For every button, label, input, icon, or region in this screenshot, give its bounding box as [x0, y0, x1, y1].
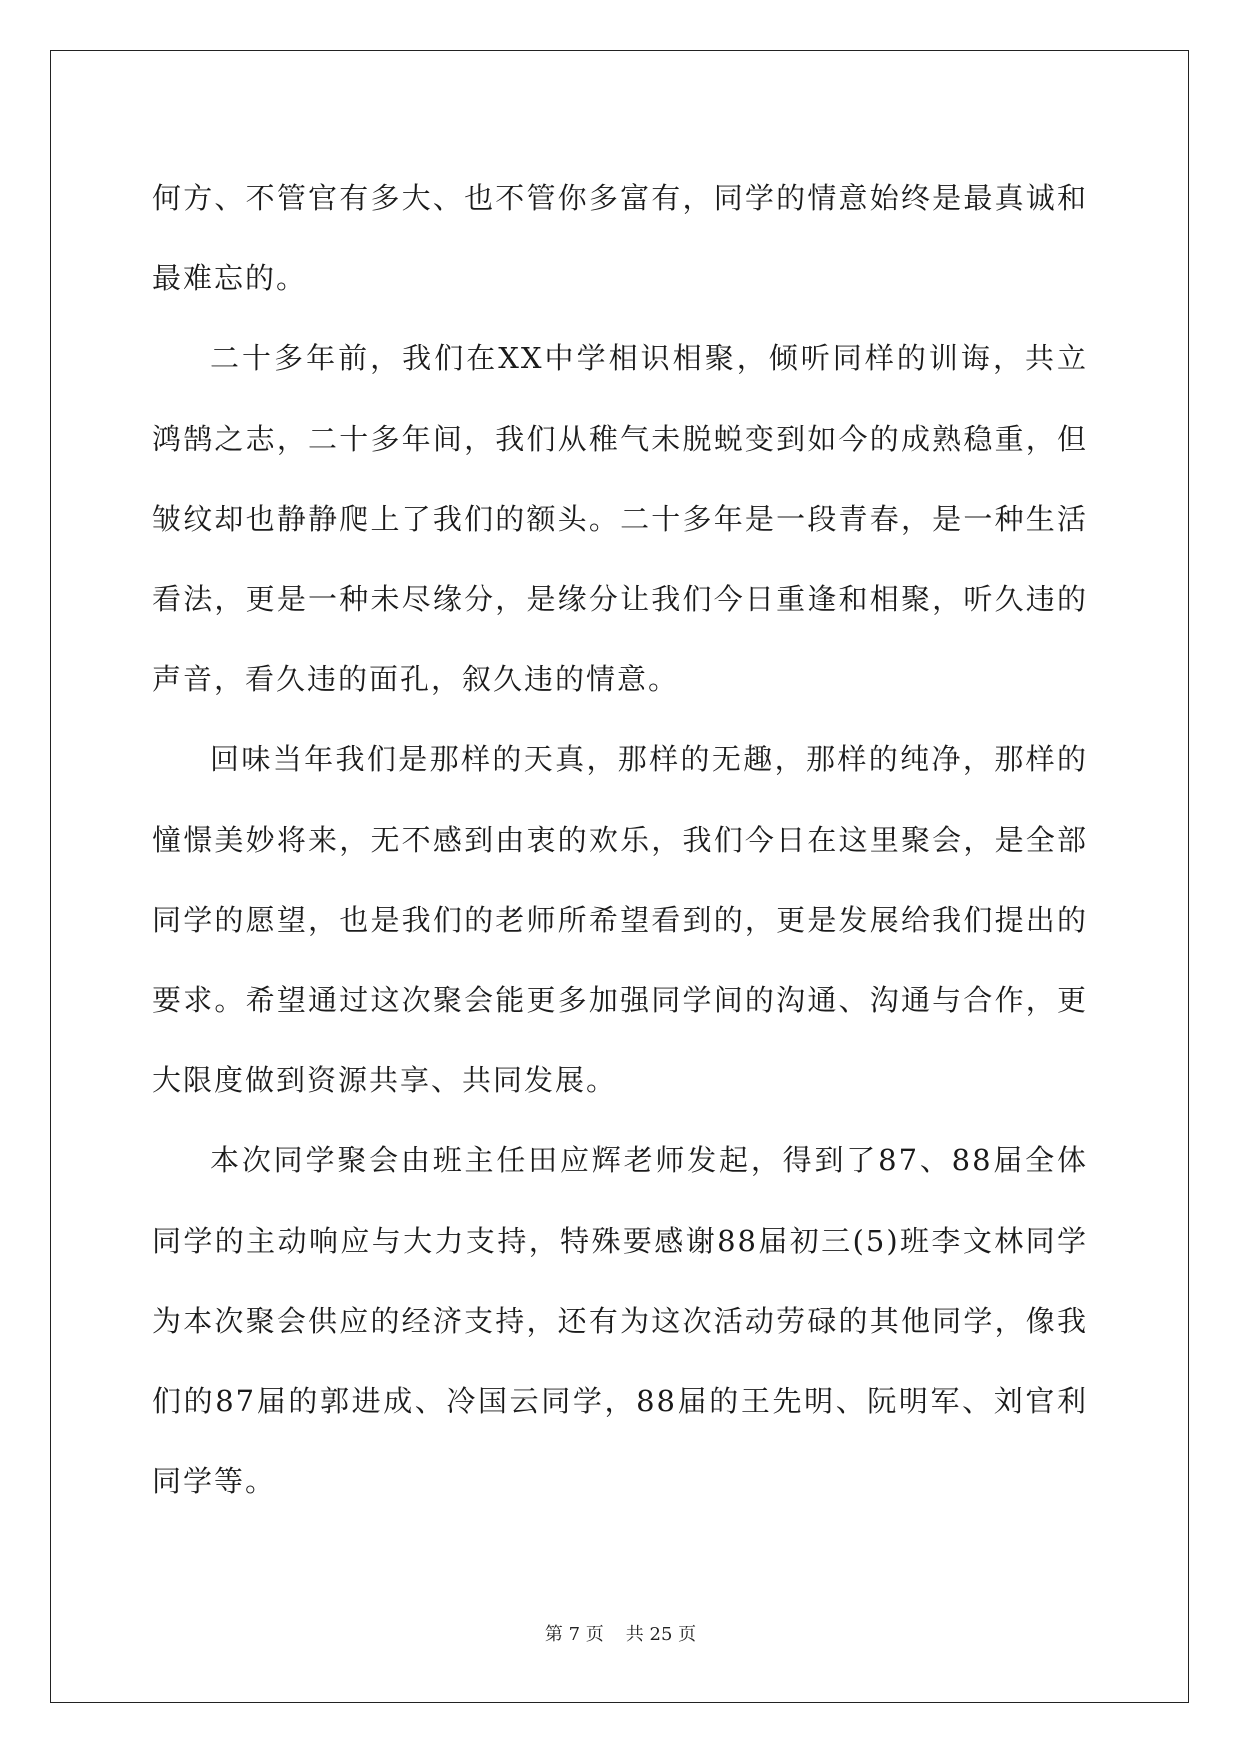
paragraph-2: 二十多年前，我们在XX中学相识相聚，倾听同样的训诲，共立鸿鹄之志，二十多年间，我们从稚气未脱蜕变到如今的成熟稳重，但皱纹却也静静爬上了我们的额头。二十多年是一段青春，是一种生活看法，更是一种未尽缘分，是缘分让我们今日重逢和相聚，听久违的声音，看久违的面孔，叙久违的情意。	[152, 341, 1088, 697]
page-number: 第 7 页	[544, 1624, 604, 1645]
document-body	[152, 158, 1088, 1521]
page-total: 共 25 页	[625, 1624, 697, 1645]
paragraph-3: 回味当年我们是那样的天真，那样的无趣，那样的纯净，那样的憧憬美妙将来，无不感到由衷的欢乐，我们今日在这里聚会，是全部同学的愿望，也是我们的老师所希望看到的，更是发展给我们提出的要求。希望通过这次聚会能更多加强同学间的沟通、沟通与合作，更大限度做到资源共享、共同发展。	[152, 742, 1088, 1098]
paragraph-1: 何方、不管官有多大、也不管你多富有，同学的情意始终是最真诚和最难忘的。	[152, 181, 1088, 296]
paragraph-4: 本次同学聚会由班主任田应辉老师发起，得到了87、88届全体同学的主动响应与大力支持，特殊要感谢88届初三(5)班李文林同学为本次聚会供应的经济支持，还有为这次活动劳碌的其他同学，像我们的87届的郭进成、冷国云同学，88届的王先明、阮明军、刘官利同学等。	[152, 1143, 1088, 1499]
page-footer	[0, 1620, 1241, 1646]
